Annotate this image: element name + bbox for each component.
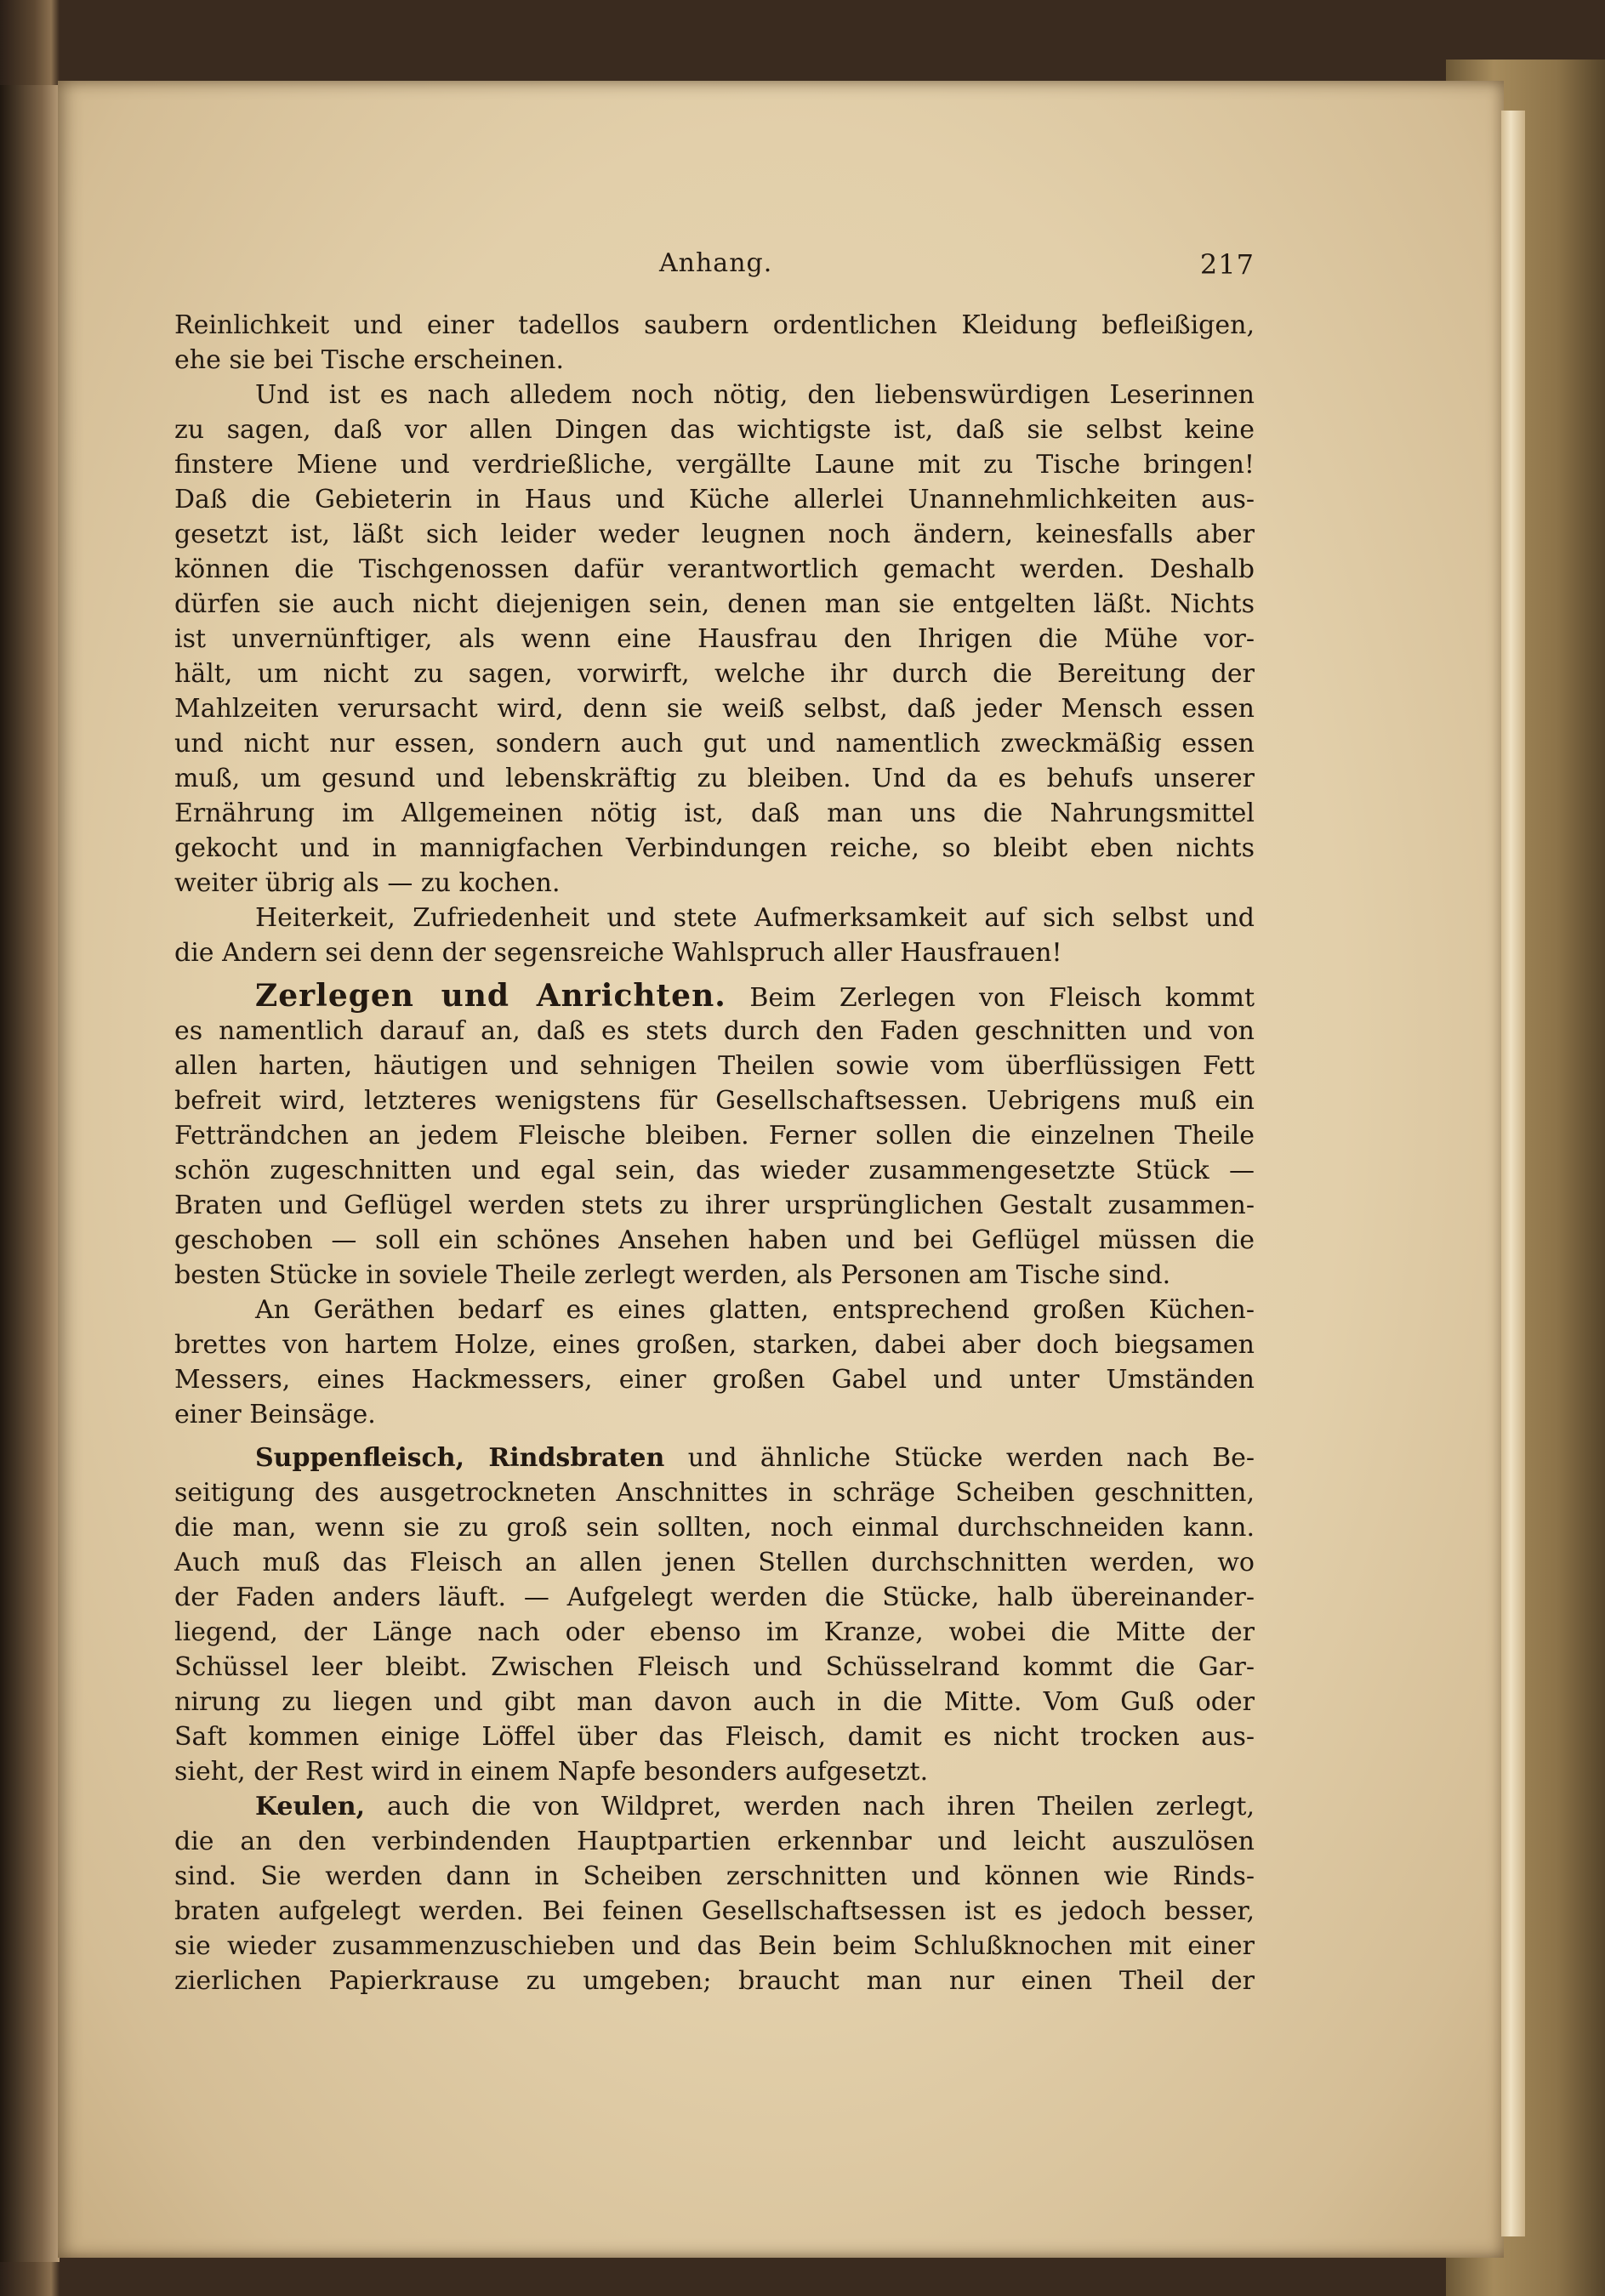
text-line: einer Beinsäge. bbox=[174, 1400, 376, 1429]
text-line: gesetzt ist, läßt sich leider weder leugnen noch ändern, keinesfalls aber bbox=[174, 520, 1255, 549]
text-line: Mahlzeiten verursacht wird, denn sie weiß selbst, daß jeder Mensch essen bbox=[174, 694, 1255, 724]
page-header bbox=[174, 248, 1255, 282]
lead-line-rest: und ähnliche Stücke werden nach Be- bbox=[687, 1443, 1255, 1473]
text-line: die man, wenn sie zu groß sein sollten, noch einmal durchschneiden kann. bbox=[174, 1513, 1255, 1543]
text-line: zierlichen Papierkrause zu umgeben; braucht man nur einen Theil der bbox=[174, 1966, 1255, 1996]
text-line: finstere Miene und verdrießliche, vergällte Laune mit zu Tische bringen! bbox=[174, 450, 1255, 480]
paragraph bbox=[174, 1293, 1255, 1432]
text-line bbox=[174, 1789, 1255, 1824]
text-line: geschoben — soll ein schönes Ansehen haben und bei Geflügel müssen die bbox=[174, 1225, 1255, 1255]
text-line: gekocht und in mannigfachen Verbindungen reiche, so bleibt eben nichts bbox=[174, 833, 1255, 863]
text-line: brettes von hartem Holze, eines großen, starken, dabei aber doch biegsamen bbox=[174, 1330, 1255, 1360]
text-line: der Faden anders läuft. — Aufgelegt werden die Stücke, halb übereinander- bbox=[174, 1583, 1255, 1612]
paragraph bbox=[174, 901, 1255, 970]
text-line bbox=[174, 1441, 1255, 1475]
text-line: sie wieder zusammenzuschieben und das Bein beim Schlußknochen mit einer bbox=[174, 1931, 1255, 1961]
text-line: Fetträndchen an jedem Fleische bleiben. Ferner sollen die einzelnen Theile bbox=[174, 1121, 1255, 1151]
text-line: Daß die Gebieterin in Haus und Küche allerlei Unannehmlichkeiten aus- bbox=[174, 485, 1255, 514]
text-line: nirung zu liegen und gibt man davon auch in die Mitte. Vom Guß oder bbox=[174, 1687, 1255, 1717]
text-line: Reinlichkeit und einer tadellos saubern ordentlichen Kleidung befleißigen, bbox=[174, 310, 1255, 340]
page-number: 217 bbox=[1199, 248, 1255, 281]
text-line: sind. Sie werden dann in Scheiben zerschnitten und können wie Rinds- bbox=[174, 1861, 1255, 1891]
text-line: An Geräthen bedarf es eines glatten, entsprechend großen Küchen- bbox=[255, 1295, 1255, 1325]
text-line: allen harten, häutigen und sehnigen Theilen sowie vom überflüssigen Fett bbox=[174, 1051, 1255, 1081]
text-line: Ernährung im Allgemeinen nötig ist, daß man uns die Nahrungsmittel bbox=[174, 798, 1255, 828]
text-line: dürfen sie auch nicht diejenigen sein, denen man sie entgelten läßt. Nichts bbox=[174, 589, 1255, 619]
text-line: seitigung des ausgetrockneten Anschnittes in schräge Scheiben geschnitten, bbox=[174, 1478, 1255, 1508]
body-text bbox=[174, 308, 1255, 1998]
text-line: zu sagen, daß vor allen Dingen das wichtigste ist, daß sie selbst keine bbox=[174, 415, 1255, 445]
section-zerlegen bbox=[174, 979, 1255, 1293]
bold-lead: Keulen, bbox=[255, 1792, 366, 1821]
text-line: hält, um nicht zu sagen, vorwirft, welche ihr durch die Bereitung der bbox=[174, 659, 1255, 689]
paragraph-suppenfleisch bbox=[174, 1441, 1255, 1789]
text-line: Saft kommen einige Löffel über das Fleisch, damit es nicht trocken aus- bbox=[174, 1722, 1255, 1752]
paragraph-keulen bbox=[174, 1789, 1255, 1998]
text-line: Schüssel leer bleibt. Zwischen Fleisch und Schüsselrand kommt die Gar- bbox=[174, 1652, 1255, 1682]
bold-lead: Suppenfleisch, Rindsbraten bbox=[255, 1443, 665, 1473]
text-line: schön zugeschnitten und egal sein, das wieder zusammengesetzte Stück — bbox=[174, 1156, 1255, 1185]
section-heading: Zerlegen und Anrichten. bbox=[255, 978, 726, 1014]
text-line: Heiterkeit, Zufriedenheit und stete Aufmerksamkeit auf sich selbst und bbox=[255, 903, 1255, 933]
text-line: muß, um gesund und lebenskräftig zu bleiben. Und da es behufs unserer bbox=[174, 764, 1255, 793]
text-line: weiter übrig als — zu kochen. bbox=[174, 868, 561, 898]
text-line: und nicht nur essen, sondern auch gut und namentlich zweckmäßig essen bbox=[174, 729, 1255, 759]
text-line: Messers, eines Hackmessers, einer großen Gabel und unter Umständen bbox=[174, 1365, 1255, 1395]
text-line: die an den verbindenden Hauptpartien erkennbar und leicht auszulösen bbox=[174, 1827, 1255, 1856]
text-line: Auch muß das Fleisch an allen jenen Stellen durchschnitten werden, wo bbox=[174, 1548, 1255, 1577]
text-line: befreit wird, letzteres wenigstens für Gesellschaftsessen. Uebrigens muß ein bbox=[174, 1086, 1255, 1116]
lead-line-rest: auch die von Wildpret, werden nach ihren Theilen zerlegt, bbox=[386, 1792, 1255, 1821]
text-line: liegend, der Länge nach oder ebenso im Kranze, wobei die Mitte der bbox=[174, 1617, 1255, 1647]
text-line: es namentlich darauf an, daß es stets durch den Faden geschnitten und von bbox=[174, 1016, 1255, 1046]
text-line: ist unvernünftiger, als wenn eine Hausfrau den Ihrigen die Mühe vor- bbox=[174, 624, 1255, 654]
text-line bbox=[174, 979, 1255, 1014]
running-head: Anhang. bbox=[659, 248, 773, 278]
text-line: braten aufgelegt werden. Bei feinen Gesellschaftsessen ist es jedoch besser, bbox=[174, 1896, 1255, 1926]
text-line: besten Stücke in soviele Theile zerlegt werden, als Personen am Tische sind. bbox=[174, 1260, 1171, 1290]
text-line: können die Tischgenossen dafür verantwortlich gemacht werden. Deshalb bbox=[174, 554, 1255, 584]
text-line: ehe sie bei Tische erscheinen. bbox=[174, 345, 565, 375]
page-fore-edge bbox=[1501, 111, 1525, 2236]
text-line: Braten und Geflügel werden stets zu ihrer ursprünglichen Gestalt zusammen- bbox=[174, 1191, 1255, 1220]
text-line: sieht, der Rest wird in einem Napfe besonders aufgesetzt. bbox=[174, 1757, 929, 1787]
paragraph bbox=[174, 308, 1255, 378]
heading-line-rest: Beim Zerlegen von Fleisch kommt bbox=[749, 983, 1255, 1013]
left-page-edge bbox=[0, 85, 60, 2262]
text-line: die Andern sei denn der segensreiche Wahlspruch aller Hausfrauen! bbox=[174, 938, 1062, 968]
paragraph bbox=[174, 378, 1255, 901]
text-line: Und ist es nach alledem noch nötig, den liebenswürdigen Leserinnen bbox=[255, 380, 1255, 410]
